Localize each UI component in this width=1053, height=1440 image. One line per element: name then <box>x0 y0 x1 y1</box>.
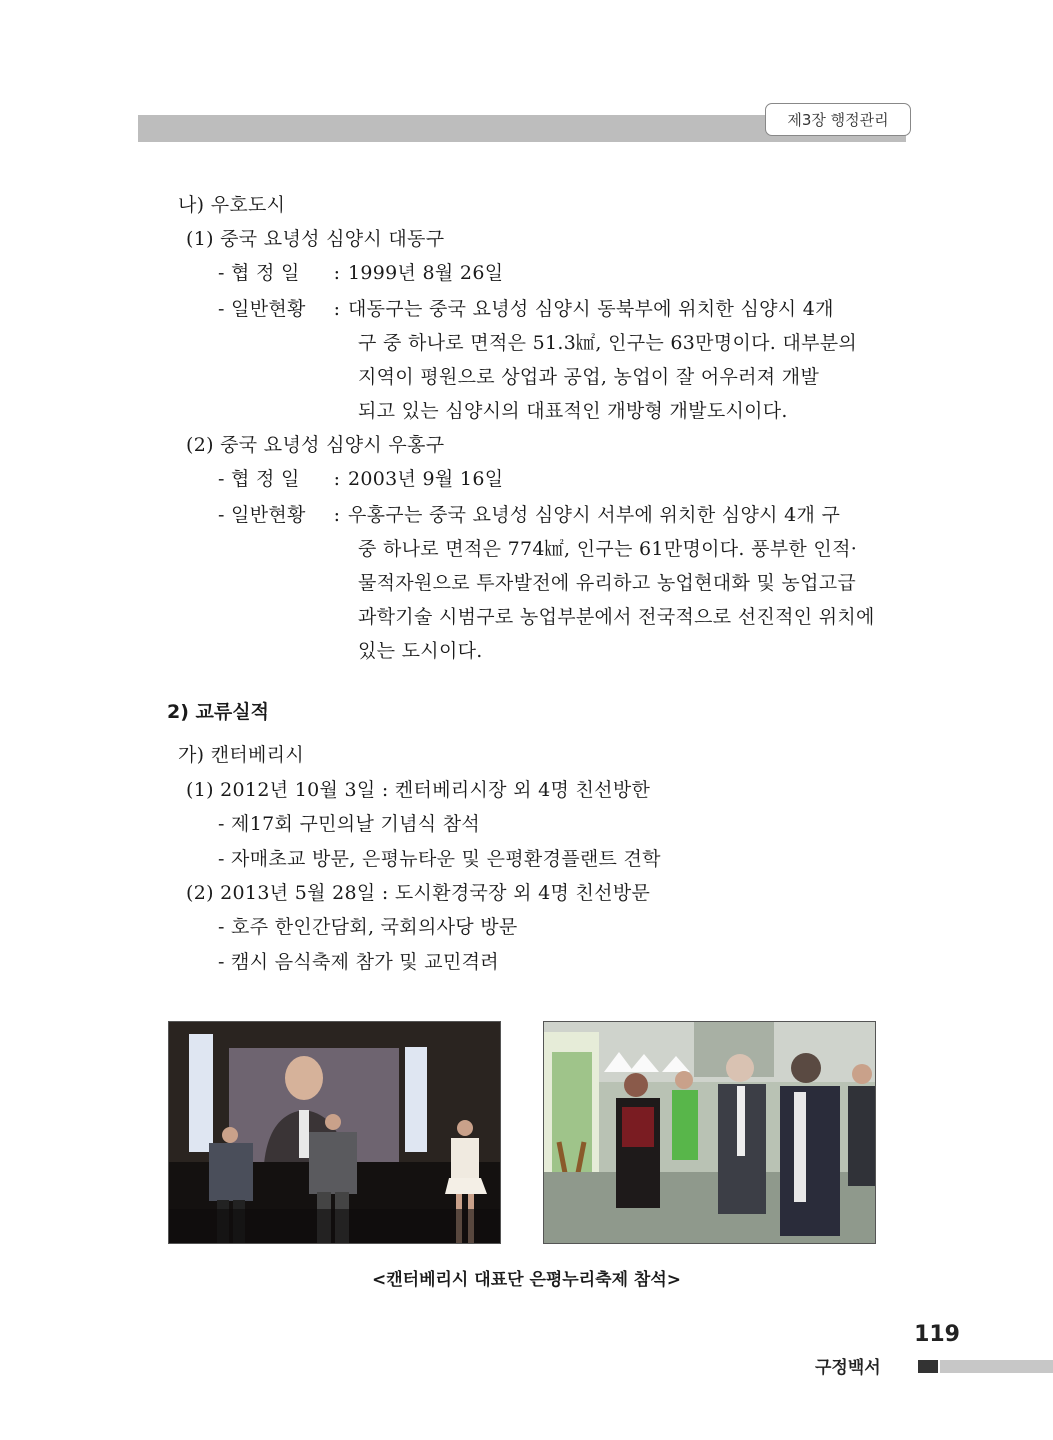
exchange-sub-heading: 가) 캔터베리시 <box>178 744 304 766</box>
photo-caption: <캔터베리시 대표단 은평누리축제 참석> <box>372 1270 681 1290</box>
festival-photo-image <box>544 1022 876 1244</box>
city1-general-label: - 일반현황 <box>218 298 306 320</box>
city1-title: (1) 중국 요녕성 심양시 대동구 <box>186 228 445 250</box>
exchange-item2-title: (2) 2013년 5월 28일 : 도시환경국장 외 4명 친선방문 <box>186 882 651 904</box>
ceremony-photo-image <box>169 1022 501 1244</box>
city2-general-row <box>218 502 840 528</box>
city2-date-label: - 협 정 일 <box>218 468 300 490</box>
exchange-item2-bullet: - 캠시 음식축제 참가 및 교민격려 <box>218 951 499 973</box>
city2-general-line: 과학기술 시범구로 농업부분에서 전국적으로 선진적인 위치에 <box>358 606 875 628</box>
city1-date-sep: : <box>333 262 341 284</box>
city1-date-row <box>218 260 503 286</box>
exchange-item1-bullet: - 제17회 구민의날 기념식 참석 <box>218 813 481 835</box>
exchange-heading: 2) 교류실적 <box>167 701 269 723</box>
publication-title: 구정백서 <box>815 1358 881 1378</box>
city2-title: (2) 중국 요녕성 심양시 우홍구 <box>186 434 445 456</box>
city1-general-line: 되고 있는 심양시의 대표적인 개방형 개발도시이다. <box>358 400 788 422</box>
city2-general-line: 중 하나로 면적은 774㎢, 인구는 61만명이다. 풍부한 인적· <box>358 538 858 560</box>
city2-general-line: 있는 도시이다. <box>358 640 483 662</box>
city2-general-label: - 일반현황 <box>218 504 306 526</box>
footer-marker <box>918 1360 938 1373</box>
chapter-tab: 제3장 행정관리 <box>765 103 911 136</box>
footer-bar <box>940 1360 1053 1373</box>
city2-general-line: 물적자원으로 투자발전에 유리하고 농업현대화 및 농업고급 <box>358 572 857 594</box>
city1-date-label: - 협 정 일 <box>218 262 300 284</box>
city2-date-row <box>218 466 503 492</box>
city1-general-line: 대동구는 중국 요녕성 심양시 동북부에 위치한 심양시 4개 <box>348 298 834 320</box>
city1-general-sep: : <box>333 298 341 320</box>
ceremony-photo <box>168 1021 501 1244</box>
city1-general-row <box>218 296 834 322</box>
exchange-item1-bullet: - 자매초교 방문, 은평뉴타운 및 은평환경플랜트 견학 <box>218 848 661 870</box>
festival-photo <box>543 1021 876 1244</box>
city2-general-line: 우홍구는 중국 요녕성 심양시 서부에 위치한 심양시 4개 구 <box>348 504 841 526</box>
city1-general-line: 지역이 평원으로 상업과 공업, 농업이 잘 어우러져 개발 <box>358 366 820 388</box>
city1-date-value: 1999년 8월 26일 <box>348 262 504 284</box>
city2-date-sep: : <box>333 468 341 490</box>
page-number: 119 <box>914 1322 960 1347</box>
exchange-item2-bullet: - 호주 한인간담회, 국회의사당 방문 <box>218 916 518 938</box>
sister-cities-heading: 나) 우호도시 <box>178 194 286 216</box>
city1-general-line: 구 중 하나로 면적은 51.3㎢, 인구는 63만명이다. 대부분의 <box>358 332 858 354</box>
city2-date-value: 2003년 9월 16일 <box>348 468 504 490</box>
exchange-item1-title: (1) 2012년 10월 3일 : 켄터베리시장 외 4명 친선방한 <box>186 779 651 801</box>
city2-general-sep: : <box>333 504 341 526</box>
